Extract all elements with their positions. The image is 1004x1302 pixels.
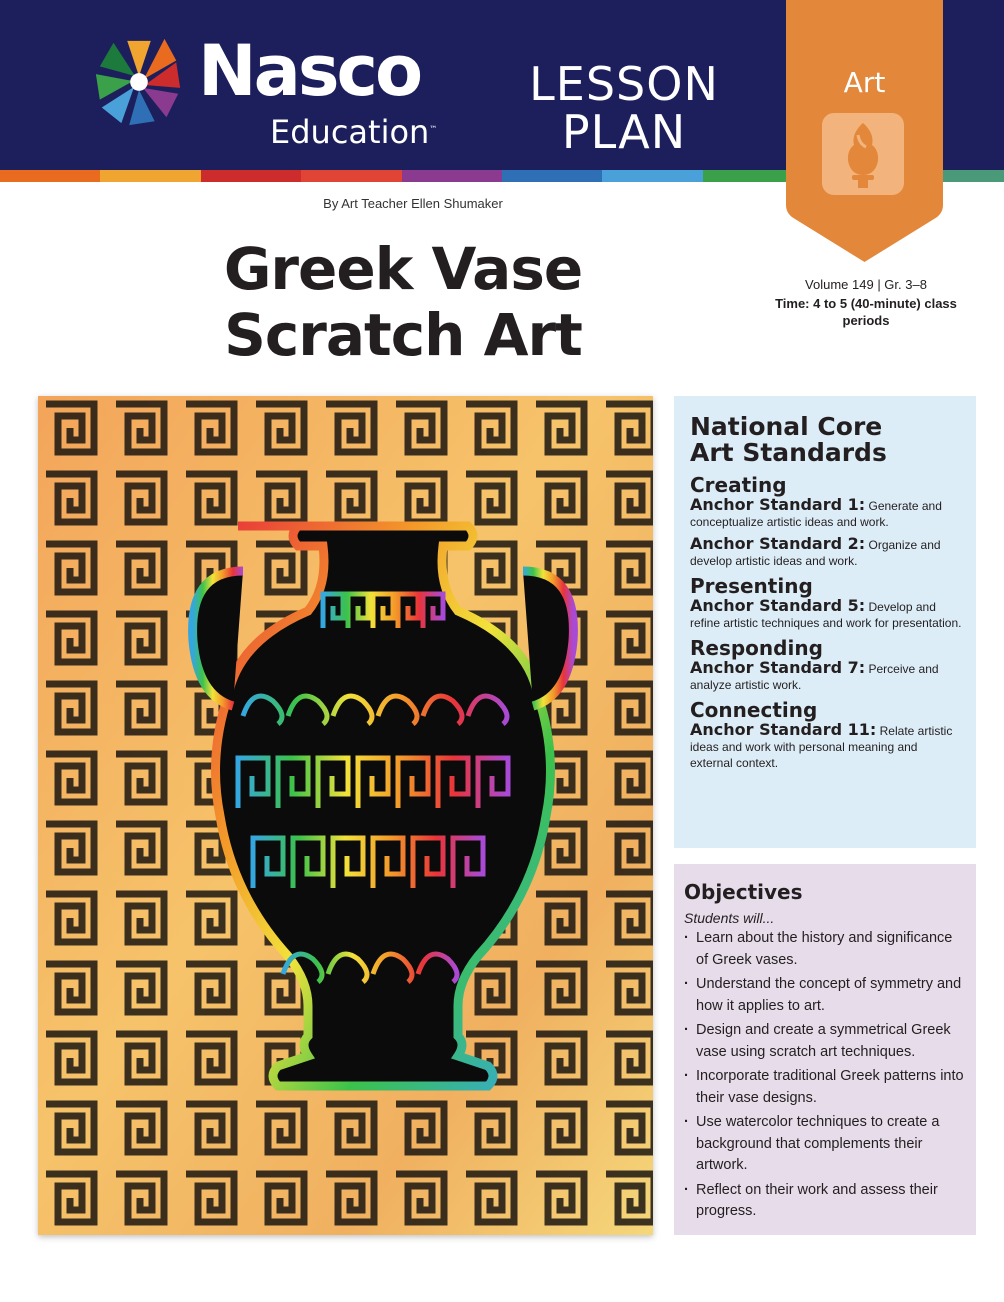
brand-subtitle <box>270 113 438 151</box>
objective-item: · Understand the concept of symmetry and how it applies to art. <box>684 974 964 1017</box>
standard-category: Creating <box>690 473 787 497</box>
objective-item: · Learn about the history and significance of Greek vases. <box>684 928 964 971</box>
lesson-line-2: PLAN <box>561 105 687 159</box>
standards-list <box>690 474 962 771</box>
objective-item: · Design and create a symmetrical Greek vase using scratch art techniques. <box>684 1020 964 1063</box>
objective-item: · Incorporate traditional Greek patterns into their vase designs. <box>684 1066 964 1109</box>
stripe-segment <box>502 170 602 182</box>
objectives-panel <box>674 864 976 1235</box>
objective-item: · Use watercolor techniques to create a background that complements their artwork. <box>684 1112 964 1177</box>
standard-text: Perceive and analyze artistic work. <box>690 662 939 692</box>
standard-category: Presenting <box>690 574 813 598</box>
standard-name: Anchor Standard 11: <box>690 720 877 739</box>
lesson-line-1: LESSON <box>529 57 719 111</box>
standard-name: Anchor Standard 7: <box>690 658 866 677</box>
volume-grade: Volume 149 | Gr. 3–8 <box>805 277 927 292</box>
title-line-1: Greek Vase <box>223 235 583 303</box>
subject-label: Art <box>843 66 886 99</box>
standard-text: Organize and develop artistic ideas and work. <box>690 538 941 568</box>
stripe-segment <box>0 170 100 182</box>
standard-item <box>690 660 962 693</box>
standard-text: Develop and refine artistic techniques and work for presentation. <box>690 600 962 630</box>
title-line-2: Scratch Art <box>224 301 582 369</box>
stripe-segment <box>402 170 502 182</box>
trademark-mark: ™ <box>429 124 438 134</box>
time-estimate: Time: 4 to 5 (40-minute) class periods <box>775 296 957 328</box>
page-title <box>160 236 646 368</box>
lesson-meta <box>770 276 962 329</box>
art-subject-icon <box>822 113 904 195</box>
byline: By Art Teacher Ellen Shumaker <box>323 196 503 211</box>
standard-category: Responding <box>690 636 823 660</box>
nasco-flower-logo-icon <box>90 28 188 136</box>
standard-item <box>690 598 962 631</box>
objective-item: · Reflect on their work and assess their progress. <box>684 1180 964 1223</box>
lesson-plan-label <box>524 57 724 159</box>
standards-panel <box>674 396 976 848</box>
standards-title-line-2: Art Standards <box>690 438 887 467</box>
standards-title <box>690 414 962 466</box>
standard-item <box>690 536 962 569</box>
standard-text: Generate and conceptualize artistic ideas and work. <box>690 499 942 529</box>
greek-vase-artwork-icon <box>38 396 653 1235</box>
standard-text: Relate artistic ideas and work with personal meaning and external context. <box>690 724 953 770</box>
brand-subtitle-text: Education <box>270 113 430 151</box>
stripe-segment <box>301 170 401 182</box>
standard-name: Anchor Standard 1: <box>690 495 866 514</box>
stripe-segment <box>602 170 702 182</box>
stripe-segment <box>201 170 301 182</box>
standard-item <box>690 722 962 771</box>
standards-title-line-1: National Core <box>690 412 883 441</box>
standard-name: Anchor Standard 5: <box>690 596 866 615</box>
standard-name: Anchor Standard 2: <box>690 534 866 553</box>
brand-name: Nasco <box>198 30 421 112</box>
objectives-intro: Students will... <box>684 910 775 926</box>
stripe-segment <box>100 170 200 182</box>
standard-category: Connecting <box>690 698 818 722</box>
objectives-list <box>684 928 964 1223</box>
standard-item <box>690 497 962 530</box>
objectives-title: Objectives <box>684 880 803 904</box>
